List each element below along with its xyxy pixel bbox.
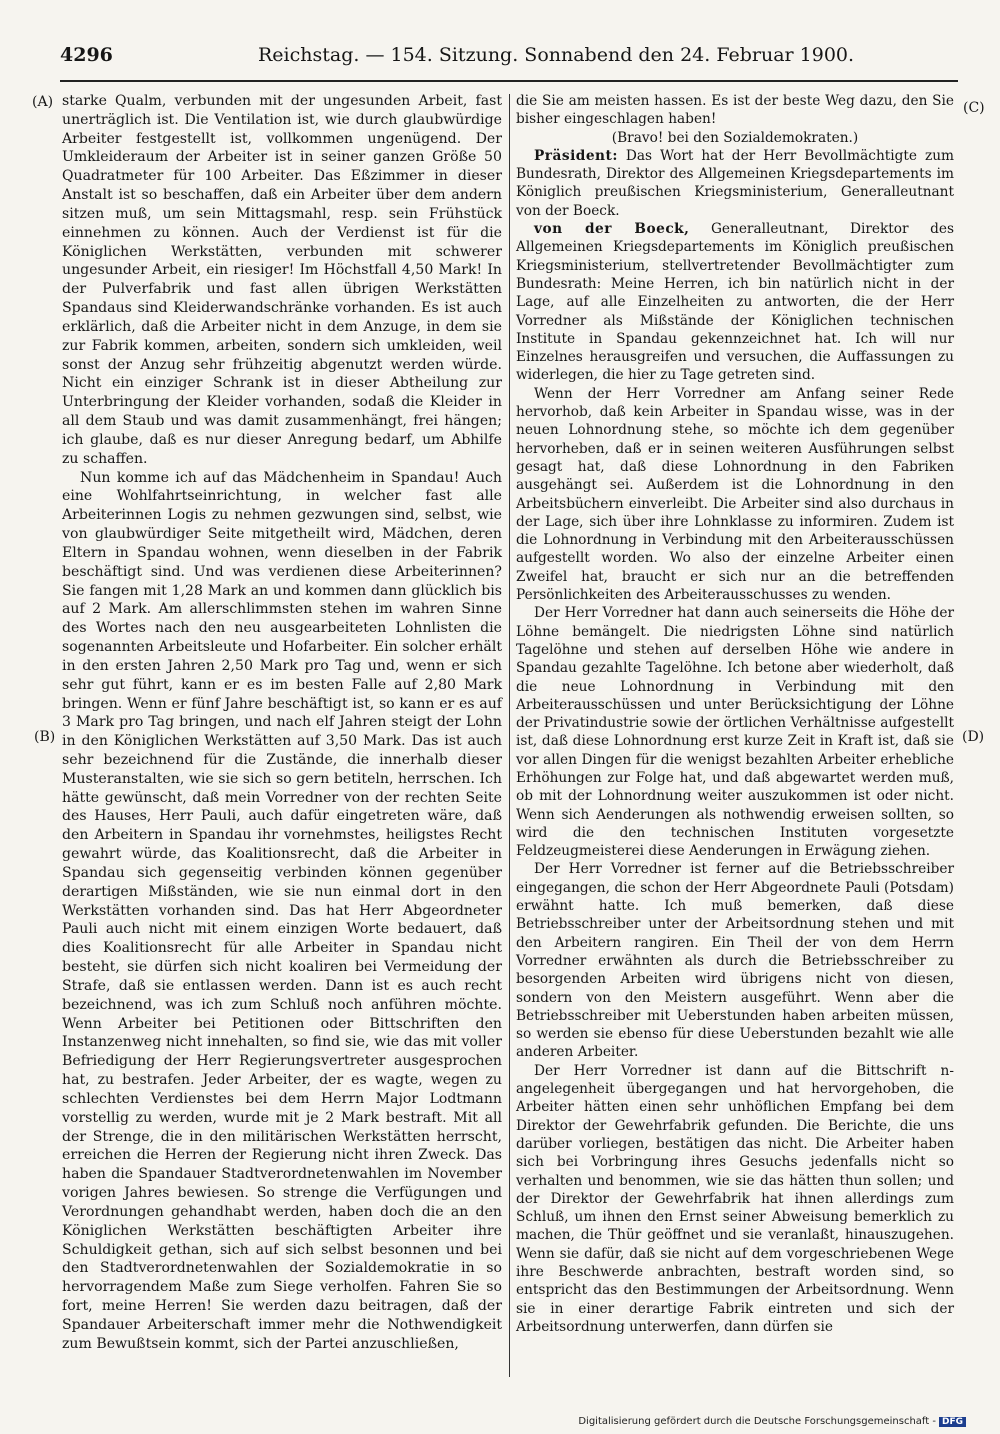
margin-marker-d: (D) xyxy=(962,729,985,745)
applause-note: (Bravo! bei den Sozialdemokraten.) xyxy=(611,129,859,146)
president-label: Präsident: xyxy=(534,147,618,164)
president-statement xyxy=(516,147,954,220)
left-paragraph-1: starke Qualm, verbunden mit der ungesunden Arbeit, fast unerträglich ist. Die Ventilation ist, wie durch glaubwürdige Arbeiter festgestellt ist, vollkommen ungenügend. Der Umkleideraum der Arbeiter ist in seiner ganzen Größe 50 Quadratmeter für 100 Arbeiter. Das Eßzimmer in dieser Anstalt ist so beschaffen, daß ein Arbeiter über dem andern sitzen muß, um sein Mittagsmahl, resp. sein Frühstück einnehmen zu können. Auch der Verdienst ist für die Königlichen Werkstätten, verbunden mit schwerer ungesunder Arbeit, ein riesiger! Im Höchstfall 4,50 Mark! In der Pulverfabrik und fast allen übrigen Werkstätten Spandaus sind Kleiderwandschränke vorhanden. Es ist auch erklärlich, daß die Arbeiter nicht in dem Anzuge, in dem sie zur Fabrik kommen, arbeiten, sondern sich umkleiden, weil sonst der Anzug sehr frühzeitig abgenutzt werden würde. Nicht ein einziger Schrank ist in dieser Abtheilung zur Unterbringung der Kleider vorhanden, sodaß die Kleider in all dem Staub und was damit zusammenhängt, frei hängen; ich glaube, daß es nur dieser Anregung bedarf, um Abhilfe zu schaffen. xyxy=(62,93,502,467)
column-divider xyxy=(509,94,510,1377)
right-paragraph-4: Der Herr Vorredner ist dann auf die Bittschrift n-angelegenheit übergegangen und hat hervorgehoben, die Arbeiter hätten einen sehr unhöflichen Empfang bei dem Direktor der Gewehrfabrik gefunden. Die Berichte, die uns darüber vorliegen, bestätigen das nicht. Die Arbeiter haben sich bei Vorbringung ihres Gesuchs jedenfalls nicht so verhalten und benommen, wie sie das hätten thun sollen; und der Direktor der Gewehrfabrik hat ihnen allerdings zum Schluß, um ihnen den Ernst seiner Abweisung bemerklich zu machen, die Thür geöffnet und sie veranlaßt, hinauszugehen. Wenn sie dafür, daß sie nicht auf dem vorgeschriebenen Wege ihre Beschwerde anbrachten, bestraft worden sind, so entspricht das den Bestimmungen der Arbeitsordnung. Wenn sie in einer derartige Fabrik eintreten und sich der Arbeitsordnung unterwerfen, dann dürfen sie xyxy=(516,1062,954,1335)
running-title: Reichstag. — 154. Sitzung. Sonnabend den 24. Februar 1900. xyxy=(258,44,855,66)
right-paragraph-1: Wenn der Herr Vorredner am Anfang seiner Rede hervorhob, daß kein Arbeiter in Spandau wisse, was in der neuen Lohnordnung stehe, so möchte ich dem gegenüber hervorheben, daß er in seinen weiteren Ausführungen selbst gesagt hat, daß diese Lohnordnung in den Fabriken ausgehängt sei. Außerdem ist die Lohnordnung in den Arbeitsbüchern einverleibt. Die Arbeiter sind also durchaus in der Lage, sich über ihre Lohnklasse zu informiren. Zudem ist die Lohnordnung in Verbindung mit den Arbeiterausschüssen aufgestellt worden. Wo also der einzelne Arbeiter einen Zweifel hat, braucht er sich nur an die betreffenden Persönlichkeiten des Arbeiterausschusses zu wenden. xyxy=(516,385,954,604)
header-rule xyxy=(60,80,958,82)
left-column xyxy=(62,92,502,1353)
dfg-logo: DFG xyxy=(939,1417,966,1427)
speaker-label: von der Boeck, xyxy=(534,221,690,238)
margin-marker-a: (A) xyxy=(32,94,54,110)
margin-marker-b: (B) xyxy=(34,729,56,745)
right-opening: die Sie am meisten hassen. Es ist der beste Weg dazu, den Sie bisher eingeschlagen haben! xyxy=(516,93,954,128)
footer-credit xyxy=(578,1416,966,1427)
margin-marker-c: (C) xyxy=(963,100,985,116)
right-column xyxy=(516,92,954,1336)
page-number: 4296 xyxy=(60,44,113,66)
president-text: Das Wort hat der Herr Bevollmächtigte zum Bundesrath, Direktor des Allgemeinen Kriegsdepartements im Königlich preußischen Kriegsministerium, Generalleutnant von der Boeck. xyxy=(516,147,954,219)
left-paragraph-2: Nun komme ich auf das Mädchenheim in Spandau! Auch eine Wohlfahrtseinrichtung, in welcher fast alle Arbeiterinnen Logis zu nehmen gezwungen sind, selbst, wie von glaubwürdiger Seite mitgetheilt wird, Mädchen, deren Eltern in Spandau wohnen, wenn dieselben in der Fabrik beschäftigt sind. Und was verdienen diese Arbeiterinnen? Sie fangen mit 1,28 Mark an und kommen dann glücklich bis auf 2 Mark. Am allerschlimmsten stehen im wahren Sinne des Wortes nach den neu ausgearbeiteten Lohnlisten die sogenannten Arbeitsleute und Hofarbeiter. Ein solcher erhält in den ersten Jahren 2,50 Mark pro Tag und, wenn er sich sehr gut führt, kann er es im besten Falle auf 2,80 Mark bringen. Wenn er fünf Jahre beschäftigt ist, so kann er es auf 3 Mark pro Tag bringen, und nach elf Jahren steigt der Lohn in den Königlichen Werkstätten auf 3,50 Mark. Das ist auch sehr bezeichnend für die Zustände, die innerhalb dieser Musteranstalten, wie sie sich so gern betiteln, herrschen. Ich hätte gewünscht, daß mein Vorredner von der rechten Seite des Hauses, Herr Pauli, auch dafür eingetreten wäre, daß den Arbeitern in Spandau ihr vornehmstes, heiligstes Recht gewahrt würde, das Koalitionsrecht, daß die Arbeiter in Spandau sich gegenseitig verbinden können gegenüber derartigen Mißständen, wie sie nun einmal dort in den Werkstätten vorhanden sind. Das hat Herr Abgeordneter Pauli auch nicht mit einem einzigen Worte bedauert, daß dies Koalitionsrecht für alle Arbeiter in Spandau nicht besteht, sie dürfen sich nicht koaliren bei Vermeidung der Strafe, daß sie entlassen werden. Dann ist es auch recht bezeichnend, was ich zum Schluß noch anführen möchte. Wenn Arbeiter bei Petitionen oder Bittschriften den Instanzenweg nicht innehalten, so find sie, wie das mit voller Befriedigung der Herr Regierungsvertreter ausgesprochen hat, zu bestrafen. Jeder Arbeiter, der es wagte, wegen zu schlechten Verdienstes bei dem Herrn Major Lodtmann vorstellig zu werden, wurde mit je 2 Mark bestraft. Mit all der Strenge, die in den militärischen Werkstätten herrscht, erreichen die Herren der Regierung nicht ihren Zweck. Das haben die Spandauer Stadtverordnetenwahlen im November vorigen Jahres bewiesen. So strenge die Verfügungen und Verordnungen gehandhabt werden, haben doch die an den Königlichen Werkstätten beschäftigten Arbeiter ihre Schuldigkeit gethan, sich auf sich selbst besonnen und bei den Stadtverordnetenwahlen der Sozialdemokratie in so hervorragendem Maße zum Siege verholfen. Fahren Sie so fort, meine Herren! Sie werden dazu beitragen, daß der Spandauer Arbeiterschaft immer mehr die Nothwendigkeit zum Bewußtsein kommt, sich der Partei anzuschließen, xyxy=(62,469,502,1352)
right-paragraph-2: Der Herr Vorredner hat dann auch seinerseits die Höhe der Löhne bemängelt. Die niedrigsten Löhne sind natürlich Tagelöhne und stehen auf derselben Höhe wie andere in Spandau gezahlte Tagelöhne. Ich betone aber wiederholt, daß die neue Lohnordnung in Verbindung mit den Arbeiterausschüssen und unter Berücksichtigung der Löhne der Privatindustrie sowie der örtlichen Verhältnisse aufgestellt ist, daß diese Lohnordnung erst kurze Zeit in Kraft ist, daß sie vor allen Dingen für die wenigst bezahlten Arbeiter erhebliche Erhöhungen zur Folge hat, und daß abgewartet werden muß, ob mit der Lohnordnung weiter auszukommen ist oder nicht. Wenn sich Aenderungen als nothwendig erweisen sollten, so wird die den technischen Instituten vorgesetzte Feldzeugmeisterei diese Aenderungen in Erwägung ziehen. xyxy=(516,605,954,860)
right-paragraph-3: Der Herr Vorredner ist ferner auf die Betriebsschreiber eingegangen, die schon der Herr Abgeordnete Pauli (Potsdam) erwähnt hatte. Ich muß bemerken, daß diese Betriebsschreiber unter der Arbeitsordnung stehen und mit den Arbeitern rangiren. Ein Theil der von dem Herrn Vorredner erwähnten als durch die Betriebsschreiber zu besorgenden Arbeiten wird übrigens nicht von diesen, sondern von den Meistern ausgeführt. Wenn aber die Betriebsschreiber mit Ueberstunden haben arbeiten müssen, so werden sie ebenso für diese Ueberstunden bezahlt wie alle anderen Arbeiter. xyxy=(516,861,954,1061)
speaker-text: Generalleutnant, Direktor des Allgemeinen Kriegsdepartements im Königlich preußischen Kriegsministerium, stellvertretender Bevollmächtigter zum Bundesrath: Meine Herren, ich bin natürlich nicht in der Lage, auf alle Einzelheiten zu antworten, die der Herr Vorredner als Mißstände der Königlichen technischen Institute in Spandau gekennzeichnet hat. Ich will nur Einzelnes herausgreifen und versuchen, die Auffassungen zu widerlegen, die hier zu Tage getreten sind. xyxy=(516,221,954,384)
page-header xyxy=(60,44,958,72)
speaker-statement xyxy=(516,220,954,385)
credit-text: Digitalisierung gefördert durch die Deutsche Forschungsgemeinschaft - xyxy=(578,1416,936,1427)
